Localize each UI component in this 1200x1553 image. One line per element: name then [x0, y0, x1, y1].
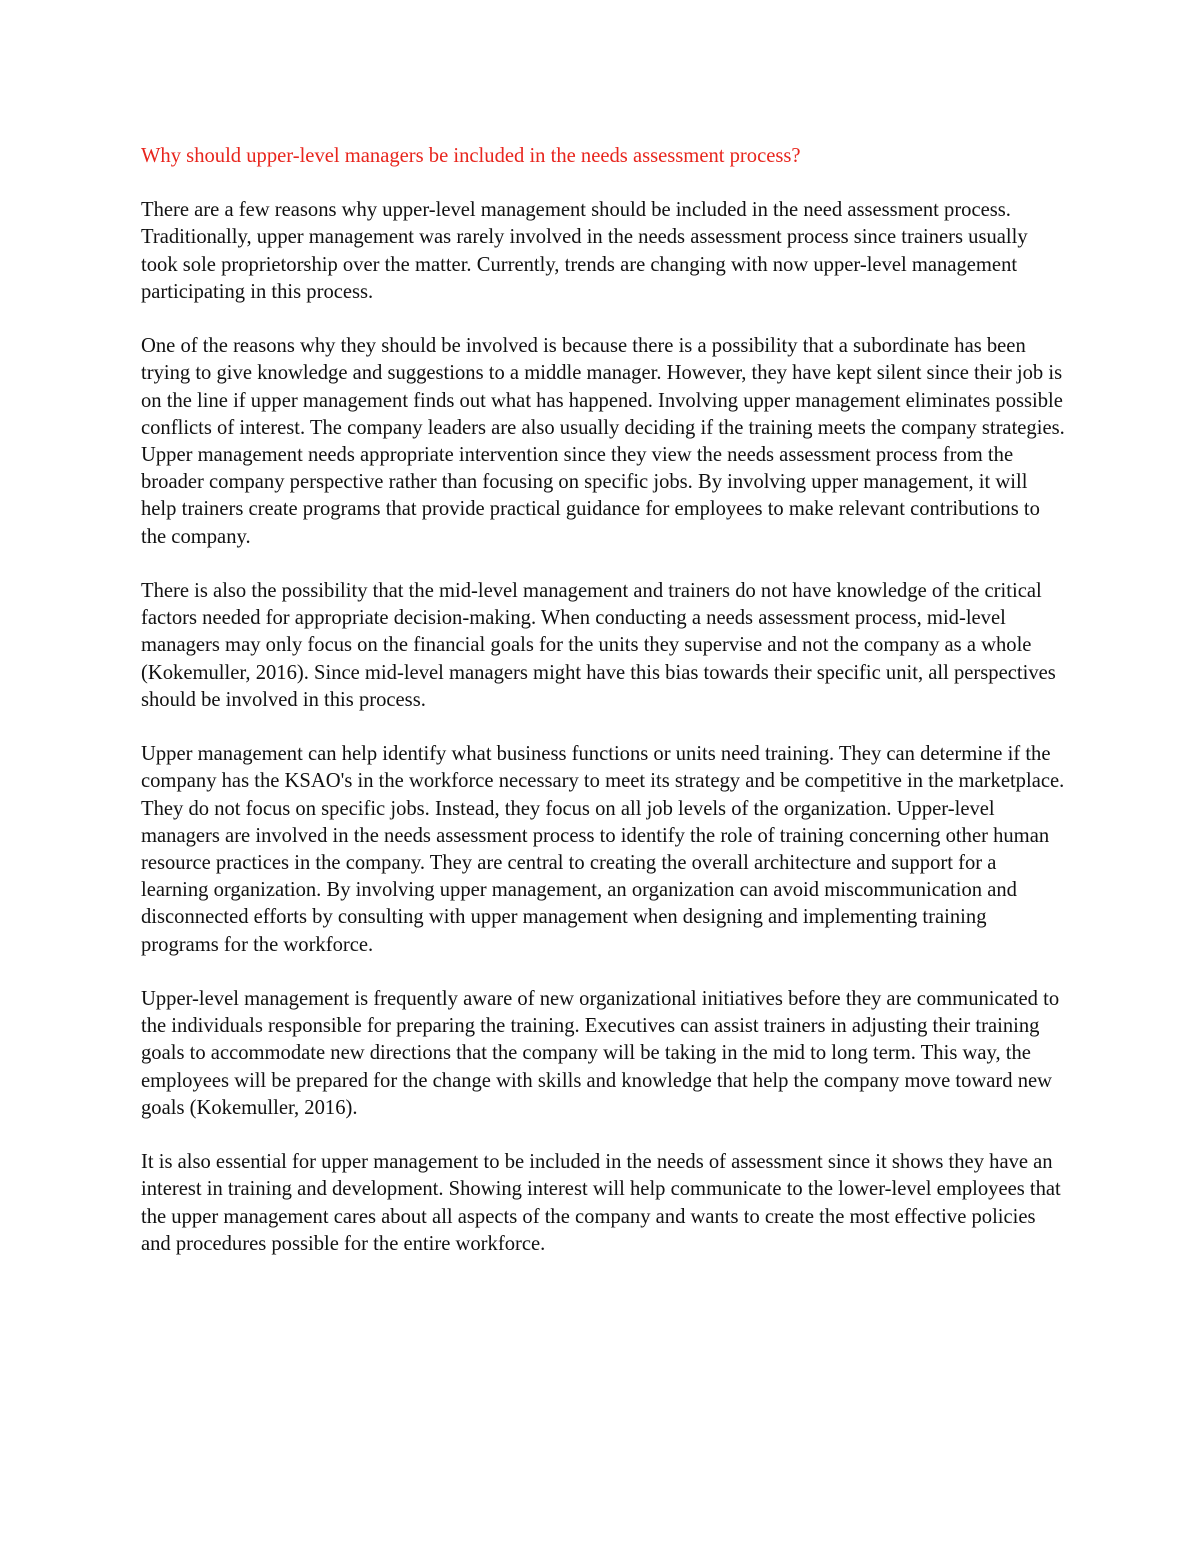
paragraph-6: It is also essential for upper management to be included in the needs of assessment since it shows they have an interest in training and development. Showing interest will help communicate to the lower-level employees that the upper management cares about all aspects of the company and wants to create the most effective policies and procedures possible for the entire workforce. — [141, 1151, 1061, 1255]
paragraph-1: There are a few reasons why upper-level management should be included in the need assessment process. Traditionally, upper management was rarely involved in the needs assessment process since trainers usually took sole proprietorship over the matter. Currently, trends are changing with now upper-level management participating in this process. — [141, 199, 1028, 303]
paragraph-2: One of the reasons why they should be involved is because there is a possibility that a subordinate has been trying to give knowledge and suggestions to a middle manager. However, they have kept silent since their job is on the line if upper management finds out what has happened. Involving upper management eliminates possible conflicts of interest. The company leaders are also usually deciding if the training meets the company strategies. Upper management needs appropriate intervention since they view the needs assessment process from the broader company perspective rather than focusing on specific jobs. By involving upper management, it will help trainers create programs that provide practical guidance for employees to make relevant contributions to the company. — [141, 335, 1065, 548]
document-body — [141, 143, 1066, 1285]
paragraph-4: Upper management can help identify what business functions or units need training. They can determine if the company has the KSAO's in the workforce necessary to meet its strategy and be competitive in the marketplace. They do not focus on specific jobs. Instead, they focus on all job levels of the organization. Upper-level managers are involved in the needs assessment process to identify the role of training concerning other human resource practices in the company. They are central to creating the overall architecture and support for a learning organization. By involving upper management, an organization can avoid miscommunication and disconnected efforts by consulting with upper management when designing and implementing training programs for the workforce. — [141, 743, 1065, 956]
paragraph-5: Upper-level management is frequently aware of new organizational initiatives before they are communicated to the individuals responsible for preparing the training. Executives can assist trainers in adjusting their training goals to accommodate new directions that the company will be taking in the mid to long term. This way, the employees will be prepared for the change with skills and knowledge that help the company move toward new goals (Kokemuller, 2016). — [141, 988, 1060, 1119]
question-heading: Why should upper-level managers be included in the needs assessment process? — [141, 145, 801, 167]
paragraph-3: There is also the possibility that the mid-level management and trainers do not have knowledge of the critical factors needed for appropriate decision-making. When conducting a needs assessment process, mid-level managers may only focus on the financial goals for the units they supervise and not the company as a whole (Kokemuller, 2016). Since mid-level managers might have this bias towards their specific unit, all perspectives should be involved in this process. — [141, 580, 1056, 711]
